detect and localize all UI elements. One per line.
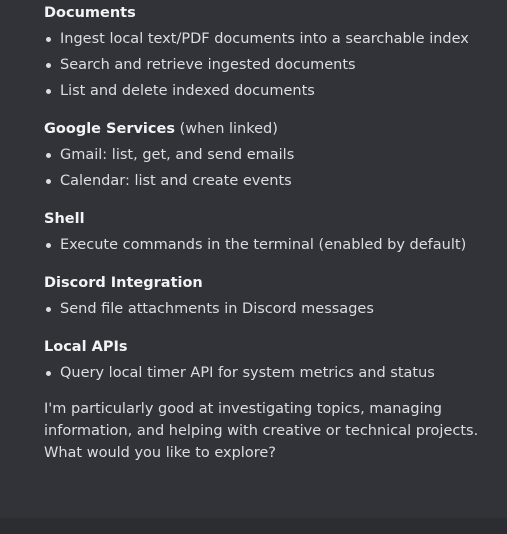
section-heading: Google Services (44, 121, 175, 137)
list-item: Ingest local text/PDF documents into a searchable index (44, 28, 499, 50)
list-item: Search and retrieve ingested documents (44, 54, 499, 76)
list-item: Gmail: list, get, and send emails (44, 144, 499, 166)
list-item: Send file attachments in Discord messages (44, 298, 499, 320)
section-discord-integration (44, 270, 499, 320)
bullet-list (44, 144, 499, 192)
section-documents (44, 0, 499, 102)
section-local-apis (44, 334, 499, 384)
section-google-services (44, 116, 499, 192)
section-heading: Shell (44, 211, 85, 227)
list-item: Execute commands in the terminal (enabled by default) (44, 234, 499, 256)
bullet-list (44, 298, 499, 320)
chat-input-bar-edge[interactable] (0, 518, 507, 534)
bullet-list (44, 234, 499, 256)
closing-paragraph: I'm particularly good at investigating topics, managing information, and helping with creative or technical projects. What would you like to explore? (44, 401, 479, 461)
section-note: (when linked) (174, 121, 278, 137)
bullet-list (44, 28, 499, 102)
bullet-list (44, 362, 499, 384)
list-item: Query local timer API for system metrics and status (44, 362, 499, 384)
list-item: Calendar: list and create events (44, 170, 499, 192)
section-shell (44, 206, 499, 256)
section-heading: Local APIs (44, 339, 128, 355)
message-content (44, 0, 499, 464)
section-heading: Documents (44, 5, 136, 21)
list-item: List and delete indexed documents (44, 80, 499, 102)
section-heading: Discord Integration (44, 275, 203, 291)
